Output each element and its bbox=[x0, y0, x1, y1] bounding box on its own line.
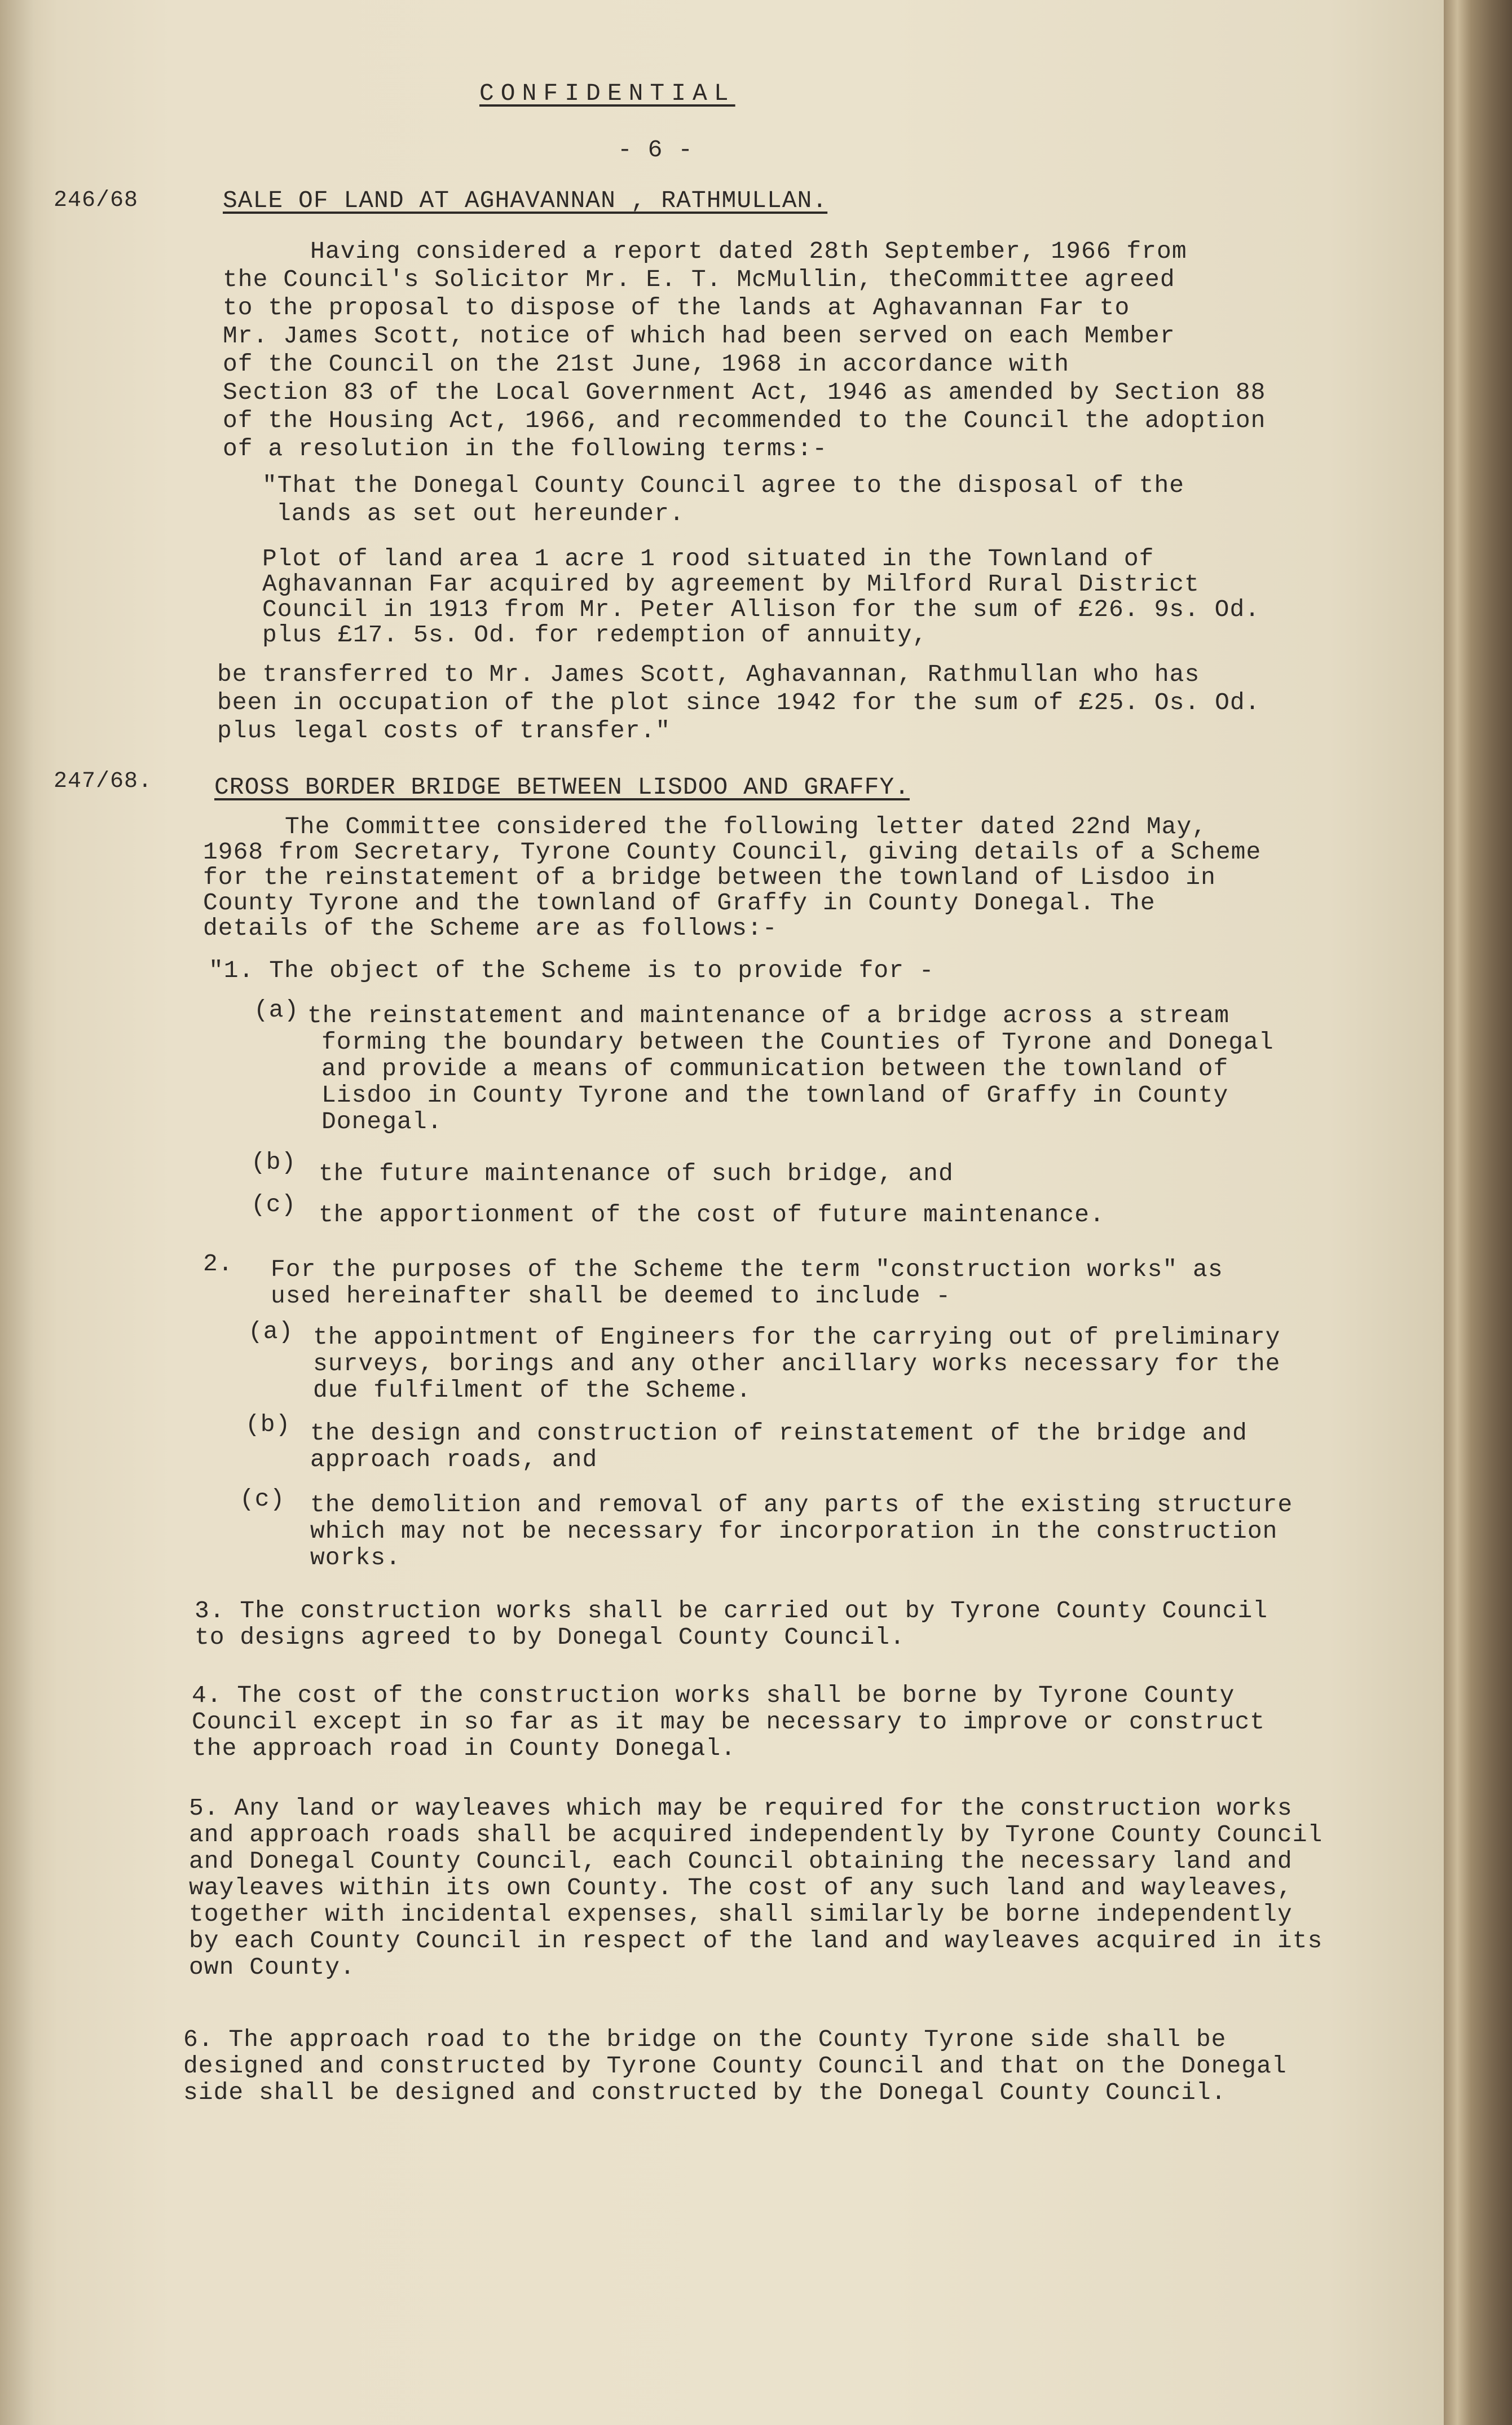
scheme-item-label: (b) bbox=[245, 1411, 291, 1438]
scheme-para-6-line: 6. The approach road to the bridge on the County Tyrone side shall be bbox=[183, 2026, 1227, 2053]
item2-intro-line: 1968 from Secretary, Tyrone County Council, giving details of a Scheme bbox=[203, 838, 1262, 866]
scheme-item-label: (c) bbox=[240, 1485, 285, 1513]
item1-plot-line: Plot of land area 1 acre 1 rood situated in the Townland of bbox=[262, 545, 1154, 573]
scheme-1a-line: the reinstatement and maintenance of a bridge across a stream bbox=[307, 1002, 1230, 1029]
scheme-para-3-line: to designs agreed to by Donegal County Council. bbox=[195, 1623, 905, 1651]
scheme-2-lead-line: For the purposes of the Scheme the term "construction works" as bbox=[271, 1256, 1223, 1283]
item1-plot-line: Council in 1913 from Mr. Peter Allison for the sum of £26. 9s. Od. bbox=[262, 596, 1260, 623]
scheme-para-5-line: and approach roads shall be acquired independently by Tyrone County Council bbox=[189, 1821, 1323, 1849]
item1-heading: SALE OF LAND AT AGHAVANNAN , RATHMULLAN. bbox=[223, 187, 828, 214]
item1-line: of the Housing Act, 1966, and recommended to the Council the adoption bbox=[223, 407, 1266, 434]
item2-intro-line: for the reinstatement of a bridge between the townland of Lisdoo in bbox=[203, 864, 1216, 891]
scheme-para-1-lead: "1. The object of the Scheme is to provide for - bbox=[209, 957, 934, 984]
item1-plot-line: Aghavannan Far acquired by agreement by Milford Rural District bbox=[262, 570, 1200, 598]
item1-quote-line: lands as set out hereunder. bbox=[276, 500, 685, 527]
item1-line: Having considered a report dated 28th September, 1966 from bbox=[310, 237, 1187, 265]
scheme-para-5-line: by each County Council in respect of the land and wayleaves acquired in its bbox=[189, 1927, 1323, 1955]
scheme-item-label: (a) bbox=[248, 1318, 294, 1345]
scheme-2c-line: which may not be necessary for incorporation in the construction bbox=[310, 1517, 1278, 1545]
scheme-2b-line: approach roads, and bbox=[310, 1446, 598, 1473]
item2-intro-line: County Tyrone and the townland of Graffy in County Donegal. The bbox=[203, 889, 1156, 917]
item1-line: of the Council on the 21st June, 1968 in accordance with bbox=[223, 350, 1070, 378]
scheme-1a-line: Lisdoo in County Tyrone and the townland of Graffy in County bbox=[321, 1081, 1229, 1109]
item1-quote-line: "That the Donegal County Council agree to the disposal of the bbox=[262, 472, 1185, 499]
item-ref-247: 247/68. bbox=[54, 769, 153, 794]
scheme-item-label: (a) bbox=[254, 996, 299, 1024]
scheme-2c-line: works. bbox=[310, 1544, 401, 1572]
item1-plot-line: plus £17. 5s. Od. for redemption of annuity, bbox=[262, 621, 928, 649]
scheme-2a-line: the appointment of Engineers for the carrying out of preliminary bbox=[313, 1323, 1281, 1351]
scheme-2c-line: the demolition and removal of any parts of the existing structure bbox=[310, 1491, 1293, 1519]
item1-line: to the proposal to dispose of the lands at Aghavannan Far to bbox=[223, 294, 1130, 322]
scheme-1b-text: the future maintenance of such bridge, and bbox=[319, 1160, 954, 1187]
scheme-item-label: (b) bbox=[251, 1148, 297, 1176]
scheme-para-3-line: 3. The construction works shall be carried out by Tyrone County Council bbox=[195, 1597, 1268, 1625]
item1-line: of a resolution in the following terms:- bbox=[223, 435, 828, 463]
scheme-2a-line: surveys, borings and any other ancillary works necessary for the bbox=[313, 1350, 1281, 1377]
scheme-2b-line: the design and construction of reinstatement of the bridge and bbox=[310, 1419, 1247, 1447]
item1-transfer-line: be transferred to Mr. James Scott, Aghavannan, Rathmullan who has bbox=[217, 661, 1200, 688]
scheme-para-5-line: and Donegal County Council, each Council obtaining the necessary land and bbox=[189, 1847, 1293, 1875]
item2-intro-line: The Committee considered the following letter dated 22nd May, bbox=[285, 813, 1207, 840]
scheme-para-4-line: Council except in so far as it may be necessary to improve or construct bbox=[192, 1708, 1266, 1736]
scheme-item-label: (c) bbox=[251, 1191, 297, 1218]
item1-line: Mr. James Scott, notice of which had been served on each Member bbox=[223, 322, 1175, 350]
item1-line: Section 83 of the Local Government Act, 1946 as amended by Section 88 bbox=[223, 379, 1266, 406]
scheme-1a-line: and provide a means of communication between the townland of bbox=[321, 1055, 1229, 1082]
item2-intro-line: details of the Scheme are as follows:- bbox=[203, 914, 778, 942]
scheme-para-5-line: own County. bbox=[189, 1953, 355, 1981]
scheme-2-lead-line: used hereinafter shall be deemed to include - bbox=[271, 1282, 951, 1310]
item-ref-246: 246/68 bbox=[54, 188, 139, 213]
scheme-para-5-line: together with incidental expenses, shall similarly be borne independently bbox=[189, 1900, 1293, 1928]
confidential-heading: CONFIDENTIAL bbox=[479, 80, 735, 107]
scheme-1c-text: the apportionment of the cost of future maintenance. bbox=[319, 1201, 1105, 1229]
page-number: - 6 - bbox=[618, 136, 694, 164]
scheme-para-6-line: designed and constructed by Tyrone County Council and that on the Donegal bbox=[183, 2052, 1287, 2080]
item1-transfer-line: been in occupation of the plot since 1942 for the sum of £25. Os. Od. bbox=[217, 689, 1260, 716]
scheme-para-5-line: 5. Any land or wayleaves which may be required for the construction works bbox=[189, 1794, 1293, 1822]
scheme-2a-line: due fulfilment of the Scheme. bbox=[313, 1376, 752, 1404]
scheme-para-4-line: 4. The cost of the construction works shall be borne by Tyrone County bbox=[192, 1682, 1235, 1709]
scheme-para-4-line: the approach road in County Donegal. bbox=[192, 1735, 736, 1762]
scheme-1a-line: forming the boundary between the Counties of Tyrone and Donegal bbox=[321, 1028, 1274, 1056]
page-binding bbox=[0, 0, 34, 2425]
scheme-para-5-line: wayleaves within its own County. The cost of any such land and wayleaves, bbox=[189, 1874, 1293, 1902]
scheme-para-6-line: side shall be designed and constructed by the Donegal County Council. bbox=[183, 2079, 1227, 2106]
item1-transfer-line: plus legal costs of transfer." bbox=[217, 717, 671, 745]
book-page-edges bbox=[1444, 0, 1512, 2425]
scheme-para-2-num: 2. bbox=[203, 1250, 233, 1278]
item1-line: the Council's Solicitor Mr. E. T. McMullin, theCommittee agreed bbox=[223, 266, 1175, 293]
item2-heading: CROSS BORDER BRIDGE BETWEEN LISDOO AND GRAFFY. bbox=[214, 773, 910, 801]
scheme-1a-line: Donegal. bbox=[321, 1108, 443, 1136]
